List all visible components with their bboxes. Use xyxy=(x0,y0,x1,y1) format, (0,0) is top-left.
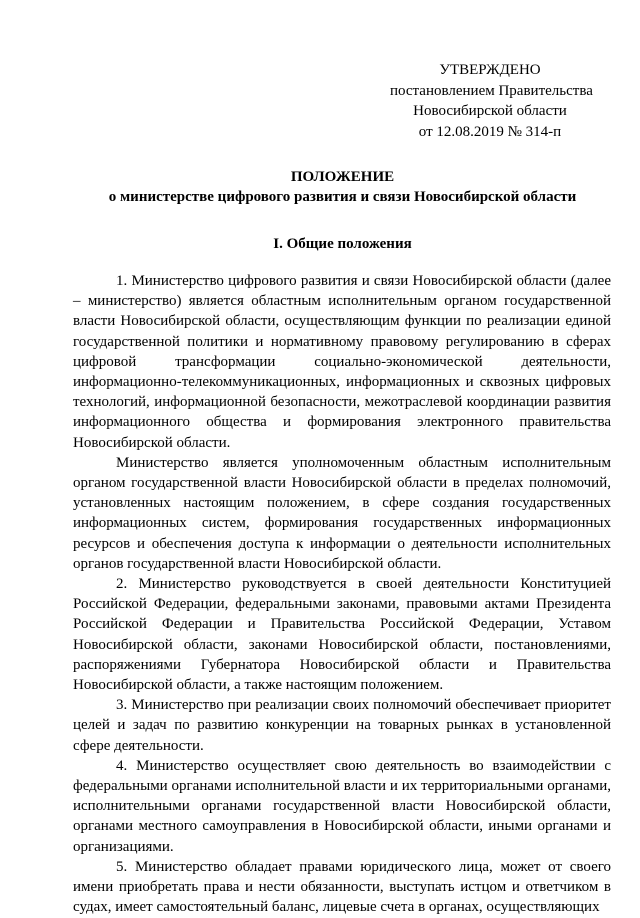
paragraph-5: 5. Министерство обладает правами юридического лица, может от своего имени приобретать права и нести обязанности, выступать истцом и ответчиком в судах, имеет самостоятельный баланс, лицевые счета в органах, осуществляющих xyxy=(73,858,611,916)
paragraph-2: 2. Министерство руководствуется в своей деятельности Конституцией Российской Федерации, федеральными законами, правовыми актами Президента Российской Федерации и Правительства Российской Федерации, Уставом Новосибирской области, законами Новосибирской области, постановлениями, распоряжениями Губернатора Новосибирской области и Правительства Новосибирской области, а также настоящим положением. xyxy=(73,576,611,694)
approval-line-4: от 12.08.2019 № 314-п xyxy=(418,123,562,140)
document-title-block xyxy=(60,167,625,207)
document-title: ПОЛОЖЕНИЕ xyxy=(290,169,395,185)
paragraph-4: 4. Министерство осуществляет свою деятельность во взаимодействии с федеральными органами исполнительной власти и их территориальными органами, исполнительными органами государственной власти Новосибирской области, органами местного самоуправления в Новосибирской области, иными органами и организациями. xyxy=(73,757,611,855)
approval-line-3: Новосибирской области xyxy=(413,103,567,119)
approval-line-2: постановлением Правительства xyxy=(390,82,593,99)
document-subtitle: о министерстве цифрового развития и связи Новосибирской области xyxy=(108,189,577,205)
approval-stamp xyxy=(390,60,593,142)
paragraph-1-continued: Министерство является уполномоченным областным исполнительным органом государственной власти Новосибирской области в пределах полномочий, установленных настоящим положением, в сфере создания государственных информационных систем, формирования государственных информационных ресурсов и обеспечения доступа к информации о деятельности исполнительных органов государственной власти Новосибирской области. xyxy=(73,454,611,572)
section-heading: I. Общие положения xyxy=(273,236,412,252)
paragraph-1: 1. Министерство цифрового развития и связи Новосибирской области (далее – министерство) является областным исполнительным органом государственной власти Новосибирской области, осуществляющим функции по реализации единой государственной политики и нормативному правовому регулированию в сферах цифровой трансформации социально-экономической деятельности, информационно-телекоммуникационных, информационных и сквозных цифровых технологий, информационной безопасности, межотраслевой координации развития информационного общества и формирования электронного правительства Новосибирской области. xyxy=(73,273,611,451)
document-body xyxy=(73,271,611,918)
approval-line-1: УТВЕРЖДЕНО xyxy=(439,62,541,78)
paragraph-3: 3. Министерство при реализации своих полномочий обеспечивает приоритет целей и задач по развитию конкуренции на товарных рынках в установленной сфере деятельности. xyxy=(73,697,611,754)
